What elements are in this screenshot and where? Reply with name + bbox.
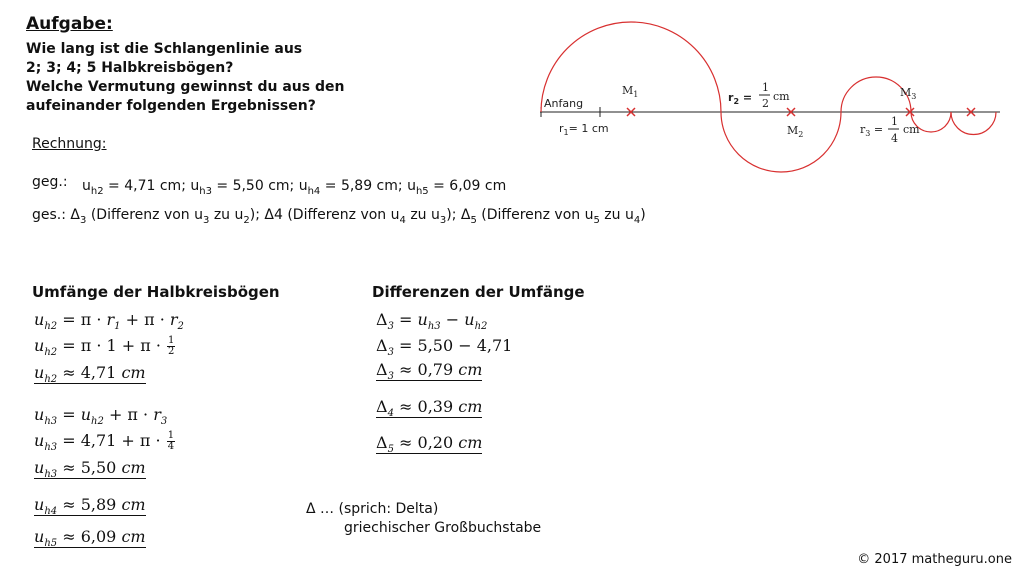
label-r3 [860,115,920,145]
formula-uh2-values: $u_{h2} = \pi \cdot 1 + \pi$ · $\frac{1}{2}$ [34,335,175,359]
given-label: geg.: [32,174,68,190]
copyright: © 2017 matheguru.one [857,552,1012,567]
formula-d5-result: $\Delta_5 \approx 0,20$ cm [376,433,483,456]
task-title: Aufgabe: [26,14,113,34]
delta-note-line2: griechischer Großbuchstabe [344,520,542,536]
svg-text:1: 1 [891,115,898,128]
svg-text:r2 =: $r_2$ = [728,91,753,106]
label-r2 [728,81,790,110]
svg-text:1: 1 [762,81,769,94]
svg-text:cm: cm [773,90,790,103]
label-m2: $M_2$ [787,124,804,139]
svg-text:2: 2 [762,97,769,110]
formula-d3-result: $\Delta_3 \approx 0,79$ cm [376,360,483,383]
delta-note [306,500,541,538]
left-column-heading: Umfänge der Halbkreisbögen [32,283,280,301]
svg-text:4: 4 [891,132,898,145]
label-r1: $r_1= 1$ cm [559,122,609,137]
sought-line: ges.: $\Delta_3$ (Differenz von $u_3$ zu $u_2$); Δ4 (Differenz von $u_4$ zu $u_3$); $\Delta_5$ (Differenz von $u_5$ zu $u_4$) [32,207,646,226]
task-line: 2; 3; 4; 5 Halbkreisbögen? [26,60,234,76]
formula-uh2-result: $u_{h2} \approx 4,71$ cm [34,363,146,386]
label-m1: $M_1$ [622,84,639,99]
right-column-heading: Differenzen der Umfänge [372,283,585,301]
svg-text:r3 =: $r_3$ = [860,123,884,138]
calc-label: Rechnung: [32,136,107,152]
formula-uh3-result: $u_{h3} \approx 5,50$ cm [34,458,146,481]
formula-uh3-def: $u_{h3} = u_{h2} + \pi \cdot r_3$ [34,405,168,428]
label-m3: $M_3$ [900,86,917,101]
formula-uh2-def: $u_{h2} = \pi \cdot r_1 + \pi \cdot r_2$ [34,310,184,333]
formula-d3-values: $\Delta_3 = 5,50 - 4,71$ [376,336,513,359]
formula-uh5-result: $u_{h5} \approx 6,09$ cm [34,527,146,550]
svg-text:cm: cm [903,123,920,136]
label-start: Anfang [544,97,584,110]
formula-uh4-result: $u_{h4} \approx 5,89$ cm [34,495,146,518]
formula-d4-result: $\Delta_4 \approx 0,39$ cm [376,397,483,420]
formula-d3-def: $\Delta_3 = u_{h3} - u_{h2}$ [376,310,488,333]
given-values: $u_{h2} = 4,71$ cm; $u_{h3} = 5,50$ cm; $u_{h4} = 5,89$ cm; $u_{h5} = 6,09$ cm [82,178,507,197]
task-line: aufeinander folgenden Ergebnissen? [26,98,316,114]
formula-uh3-values: $u_{h3} = 4,71 + \pi$ · $\frac{1}{4}$ [34,430,175,454]
task-line: Wie lang ist die Schlangenlinie aus [26,41,303,57]
task-text [26,40,344,116]
task-line: Welche Vermutung gewinnst du aus den [26,79,345,95]
arc-2 [721,112,841,172]
delta-note-line1: Δ … (sprich: Delta) [306,501,439,517]
